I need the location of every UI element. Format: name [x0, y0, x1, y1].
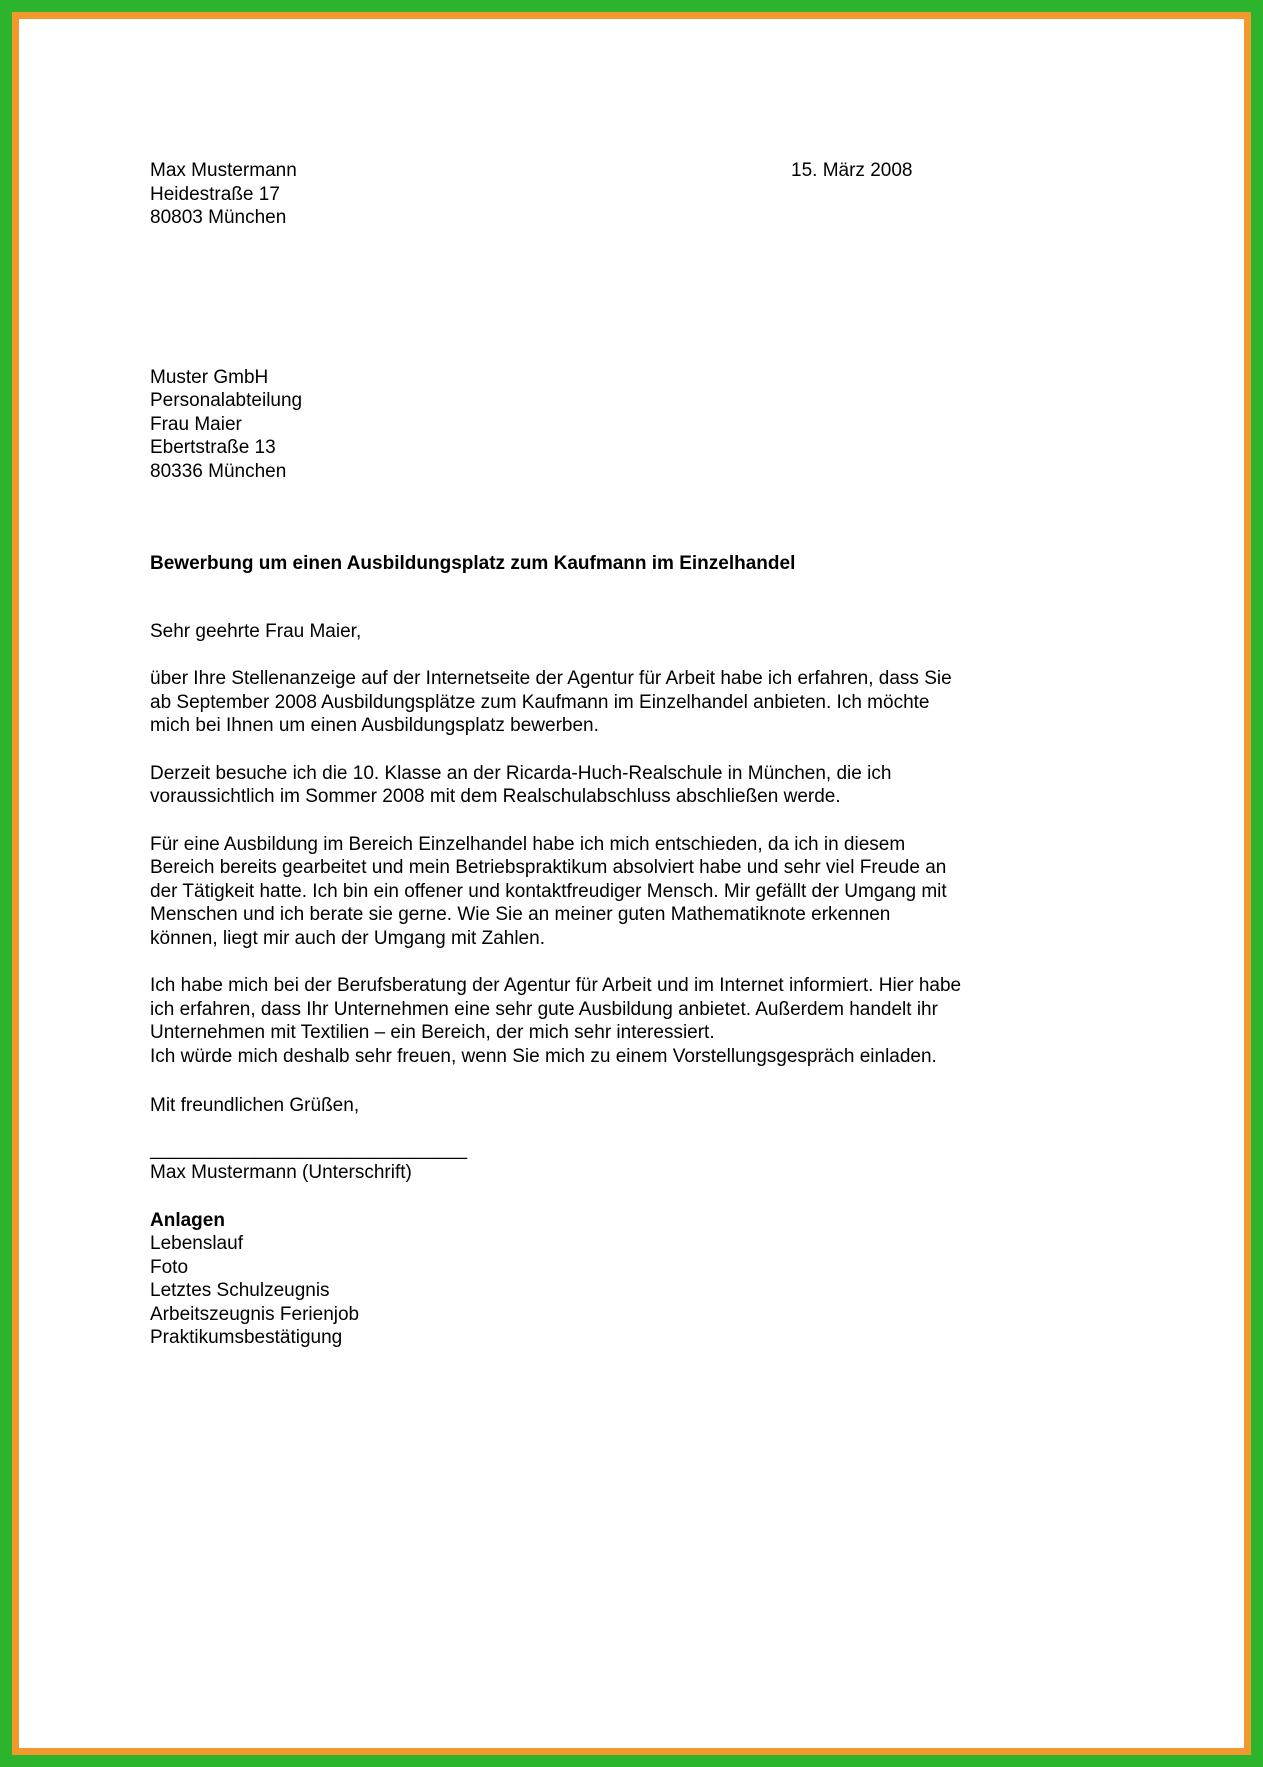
recipient-department: Personalabteilung	[150, 390, 303, 411]
enclosure-item-5: Praktikumsbestätigung	[150, 1327, 343, 1348]
enclosure-item-3: Letztes Schulzeugnis	[150, 1280, 330, 1301]
body-paragraph-3: Für eine Ausbildung im Bereich Einzelhandel habe ich mich entschieden, da ich in diesem Bereich bereits gearbeitet und mein Betriebspraktikum absolviert habe und sehr viel Freude an der Tätigkeit hatte. Ich bin ein offener und kontaktfreudiger Mensch. Mir gefällt der Umgang mit Menschen und ich berate sie gerne. Wie Sie an meiner guten Mathematiknote erkennen können, liegt mir auch der Umgang mit Zahlen.	[150, 833, 947, 949]
body-paragraph-5: Ich würde mich deshalb sehr freuen, wenn Sie mich zu einem Vorstellungsgespräch einladen.	[150, 1045, 937, 1067]
sender-name: Max Mustermann	[150, 160, 297, 181]
signature-line: ______________________________	[150, 1138, 468, 1160]
body-paragraph-4: Ich habe mich bei der Berufsberatung der Agentur für Arbeit und im Internet informiert. Hier habe ich erfahren, dass Ihr Unternehmen eine sehr gute Ausbildung anbietet. Außerdem handelt ihr Unternehmen mit Textilien – ein Bereich, der mich sehr interessiert.	[150, 975, 962, 1043]
letter-body-column	[150, 159, 962, 1350]
enclosure-item-1: Lebenslauf	[150, 1233, 243, 1254]
letter-date: 15. März 2008	[791, 160, 913, 181]
enclosure-item-2: Foto	[150, 1256, 189, 1278]
page-inner-frame	[12, 12, 1251, 1755]
enclosures-block	[150, 1209, 962, 1350]
letter-content	[19, 19, 1244, 1748]
subject-line: Bewerbung um einen Ausbildungsplatz zum Kaufmann im Einzelhandel	[150, 553, 796, 574]
body-paragraph-2: Derzeit besuche ich die 10. Klasse an der Ricarda-Huch-Realschule in München, die ich voraussichtlich im Sommer 2008 mit dem Realschulabschluss abschließen werde.	[150, 762, 892, 807]
recipient-company: Muster GmbH	[150, 366, 269, 388]
recipient-street: Ebertstraße 13	[150, 437, 276, 458]
sender-street: Heidestraße 17	[150, 183, 280, 205]
closing: Mit freundlichen Grüßen,	[150, 1095, 360, 1116]
sender-city: 80803 München	[150, 207, 287, 228]
body-paragraph-1: über Ihre Stellenanzeige auf der Internetseite der Agentur für Arbeit habe ich erfahren, dass Sie ab September 2008 Ausbildungsplätze zum Kaufmann im Einzelhandel anbieten. Ich möchte mich bei Ihnen um einen Ausbildungsplatz bewerben.	[150, 668, 952, 736]
signature-block	[150, 1138, 962, 1185]
signature-name: Max Mustermann (Unterschrift)	[150, 1162, 412, 1183]
salutation: Sehr geehrte Frau Maier,	[150, 620, 362, 642]
recipient-contact: Frau Maier	[150, 413, 242, 435]
recipient-city: 80336 München	[150, 460, 287, 482]
enclosure-item-4: Arbeitszeugnis Ferienjob	[150, 1303, 360, 1325]
enclosures-title: Anlagen	[150, 1209, 225, 1231]
recipient-address	[150, 366, 962, 484]
